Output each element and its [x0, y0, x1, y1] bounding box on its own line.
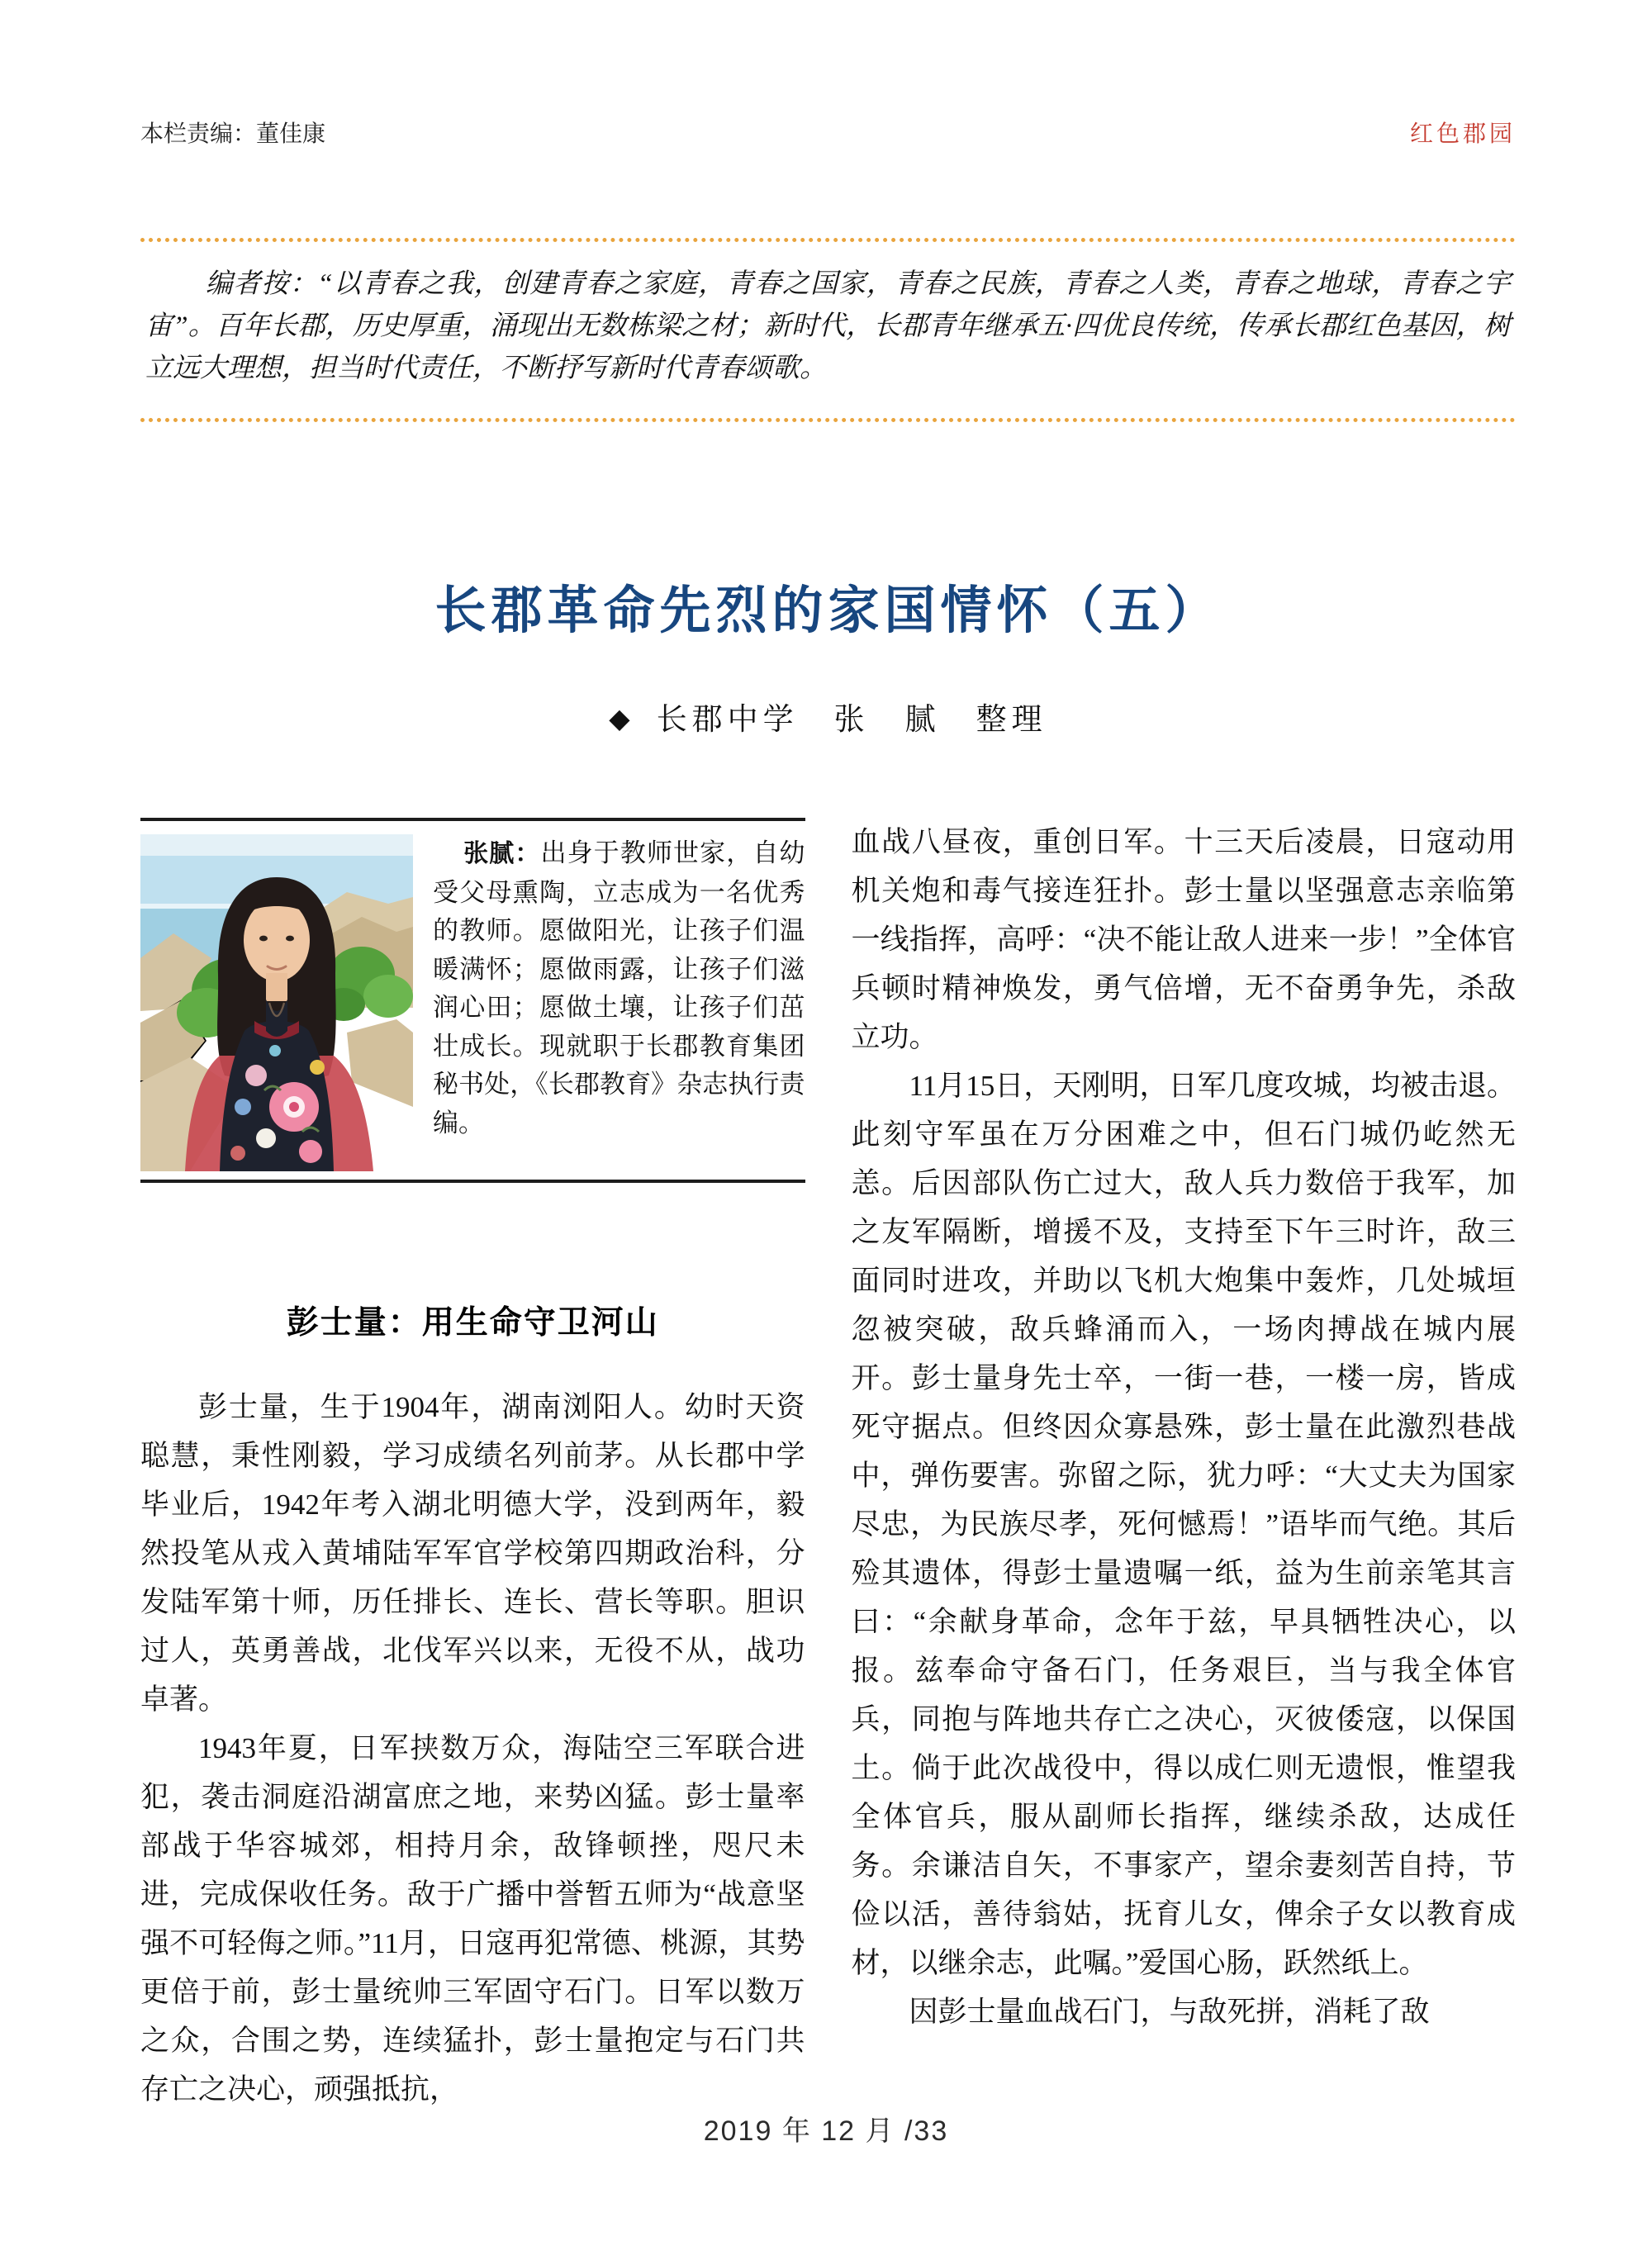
byline — [140, 694, 1516, 738]
editor-note-text: 编者按：“以青春之我，创建青春之家庭，青春之国家，青春之民族，青春之人类，青春之地球，青春之宇宙”。百年长郡，历史厚重，涌现出无数栋梁之材；新时代，长郡青年继承五·四优良传统，传承长郡红色基因，树立远大理想，担当时代责任，不断抒写新时代青春颂歌。 — [145, 269, 1511, 383]
body-paragraph-right-2: 11月15日，天刚明，日军几度攻城，均被击退。此刻守军虽在万分困难之中，但石门城仍屹然无恙。后因部队伤亡过大，敌人兵力数倍于我军，加之友军隔断，增援不及，支持至下午三时许，敌三面同时进攻，并助以飞机大炮集中轰炸，几处城垣忽被突破，敌兵蜂涌而入，一场肉搏战在城内展开。彭士量身先士卒，一街一巷，一楼一房，皆成死守据点。但终因众寡悬殊，彭士量在此激烈巷战中，弹伤要害。弥留之际，犹力呼：“大丈夫为国家尽忠，为民族尽孝，死何憾焉！”语毕而气绝。其后殓其遗体，得彭士量遗嘱一纸，益为生前亲笔其言曰：“余献身革命，念年于兹，早具牺牲决心，以报。兹奉命守备石门，任务艰巨，当与我全体官兵，同抱与阵地共存亡之决心，灭彼倭寇，以保国土。倘于此次战役中，得以成仁则无遗恨，惟望我全体官兵，服从副师长指挥，继续杀敌，达成任务。余谦洁自矢，不事家产，望余妻刻苦自持，节俭以活，善待翁姑，抚育儿女，俾余子女以教育成材，以继余志，此嘱。”爱国心肠，跃然纸上。 — [851, 1070, 1516, 1979]
author-photo — [140, 834, 413, 1171]
body-paragraph-right-3: 因彭士量血战石门，与敌死拼，消耗了敌 — [909, 1996, 1430, 2028]
byline-text: 长郡中学 张 腻 整理 — [656, 703, 1047, 737]
diamond-icon: ◆ — [609, 705, 635, 734]
section-heading: 彭士量：用生命守卫河山 — [286, 1305, 659, 1341]
body-paragraph-right-1: 血战八昼夜，重创日军。十三天后凌晨，日寇动用机关炮和毒气接连狂扑。彭士量以坚强意志亲临第一线指挥，高呼：“决不能让敌人进来一步！”全体官兵顿时精神焕发，勇气倍增，无不奋勇争先，杀敌立功。 — [851, 826, 1516, 1053]
page-header — [140, 116, 1516, 149]
article-title: 长郡革命先烈的家国情怀（五） — [434, 583, 1222, 639]
article-columns — [140, 818, 1516, 2114]
author-bio-name: 张腻： — [463, 840, 541, 867]
body-paragraph-left-1: 彭士量，生于1904年，湖南浏阳人。幼时天资聪慧，秉性刚毅，学习成绩名列前茅。从长郡中学毕业后，1942年考入湖北明德大学，没到两年，毅然投笔从戎入黄埔陆军军官学校第四期政治科，分发陆军第十师，历任排长、连长、营长等职。胆识过人，英勇善战，北伐军兴以来，无役不从，战功卓著。 — [140, 1391, 805, 1716]
author-bio — [433, 834, 805, 1171]
author-profile-box — [140, 818, 805, 1183]
right-column — [852, 818, 1517, 2114]
dotted-rule-bottom — [140, 418, 1516, 422]
page-footer: 2019 年 12 月 /33 — [703, 2115, 949, 2147]
author-photo-illustration — [140, 834, 413, 1171]
body-paragraph-left-2: 1943年夏，日军挟数万众，海陆空三军联合进犯，袭击洞庭沿湖富庶之地，来势凶猛。彭士量率部战于华容城郊，相持月余，敌锋顿挫，咫尺未进，完成保收任务。敌于广播中誉暂五师为“战意坚强不可轻侮之师。”11月，日寇再犯常德、桃源，其势更倍于前，彭士量统帅三军固守石门。日军以数万之众，合围之势，连续猛扑，彭士量抱定与石门共存亡之决心，顽强抵抗， — [140, 1732, 805, 2106]
author-bio-text: 出身于教师世家，自幼受父母熏陶，立志成为一名优秀的教师。愿做阳光，让孩子们温暖满怀；愿做雨露，让孩子们滋润心田；愿做土壤，让孩子们茁壮成长。现就职于长郡教育集团秘书处，《长郡教育》杂志执行责编。 — [433, 838, 805, 1137]
editor-note-box — [140, 238, 1516, 422]
column-title: 红色郡园 — [1409, 121, 1516, 146]
left-column — [140, 818, 805, 2114]
column-editor-credit: 本栏责编：董佳康 — [140, 121, 326, 146]
